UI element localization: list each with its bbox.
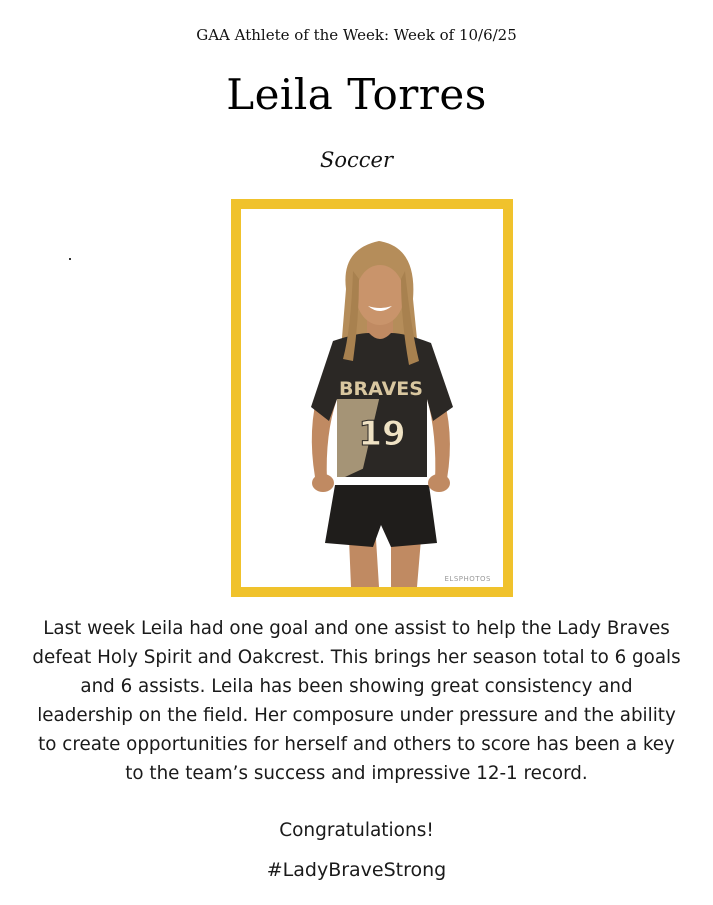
jersey-team-text: BRAVES	[339, 378, 423, 400]
photo-watermark: ELSPHOTOS	[444, 575, 491, 583]
header-title: GAA Athlete of the Week: Week of 10/6/25	[196, 26, 517, 44]
athlete-photo-frame	[231, 199, 513, 597]
jersey-number-text: 19	[358, 414, 406, 454]
hashtag-text: #LadyBraveStrong	[266, 859, 447, 881]
description-paragraph: Last week Leila had one goal and one assist to help the Lady Braves defeat Holy Spirit and Oakcrest. This brings her season total to 6 goals and 6 assists. Leila has been showing great consistency and leadership on the field. Her composure under pressure and the ability to create opportunities for herself and others to score has been a key to the team’s success and impressive 12-1 record.	[32, 618, 681, 784]
athlete-name: Leila Torres	[226, 70, 487, 119]
stray-dot	[69, 258, 71, 260]
congratulations-text: Congratulations!	[279, 820, 434, 841]
athlete-photo	[241, 209, 503, 587]
athlete-sport: Soccer	[319, 148, 394, 172]
